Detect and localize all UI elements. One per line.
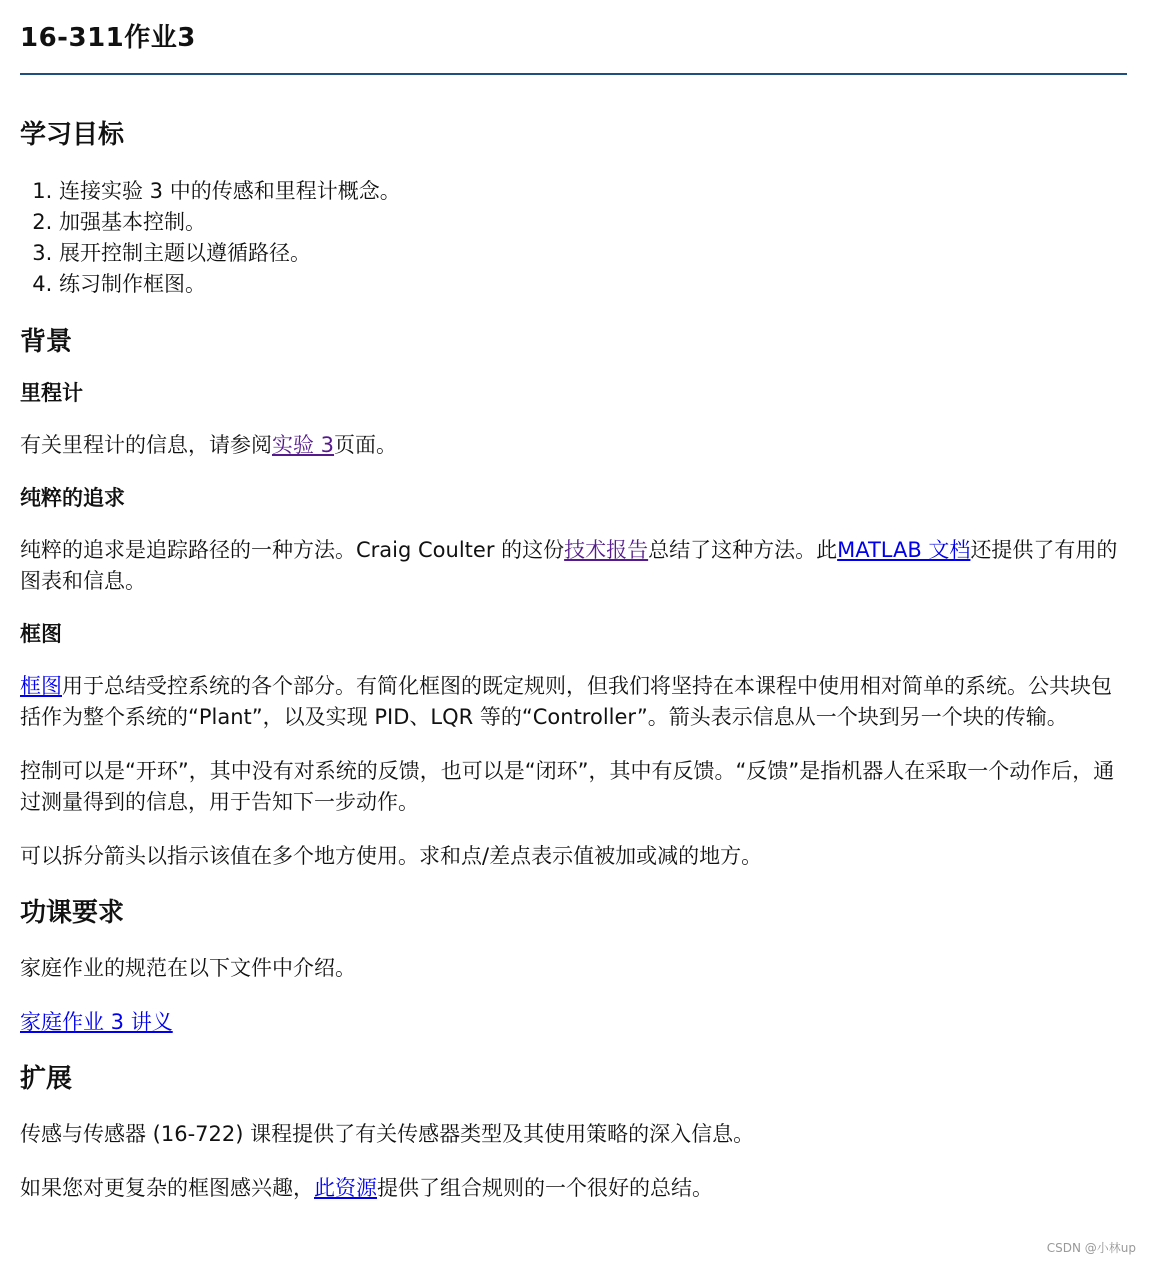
pursuit-paragraph	[20, 535, 1127, 597]
odometry-text-end: 页面。	[334, 433, 398, 457]
list-item: 1. 连接实验 3 中的传感和里程计概念。	[59, 176, 1127, 207]
control-paragraph: 控制可以是“开环”，其中没有对系统的反馈，也可以是“闭环”，其中有反馈。“反馈”是指机器人在采取一个动作后，通过测量得到的信息，用于告知下一步动作。	[20, 759, 1115, 814]
handout-link[interactable]: 家庭作业 3 讲义	[20, 1010, 173, 1034]
matlab-doc-link[interactable]: MATLAB 文档	[837, 538, 971, 562]
odometry-heading: 里程计	[20, 381, 83, 405]
watermark: CSDN @小林up	[1046, 1241, 1136, 1255]
list-item: 2. 加强基本控制。	[59, 207, 1127, 238]
odometry-paragraph	[20, 430, 1127, 461]
arrow-paragraph: 可以拆分箭头以指示该值在多个地方使用。求和点/差点表示值被加或减的地方。	[20, 844, 763, 868]
objectives-heading: 学习目标	[20, 120, 125, 150]
block-diagram-link[interactable]: 框图	[20, 674, 62, 698]
page-title: 16-311作业3	[20, 23, 196, 53]
pursuit-text: 纯粹的追求是追踪路径的一种方法。Craig Coulter 的这份	[20, 538, 565, 562]
requirements-paragraph: 家庭作业的规范在以下文件中介绍。	[20, 956, 356, 980]
extension-paragraph: 传感与传感器 (16-722) 课程提供了有关传感器类型及其使用策略的深入信息。	[20, 1122, 755, 1146]
title-divider	[20, 73, 1127, 75]
list-item: 3. 展开控制主题以遵循路径。	[59, 238, 1127, 269]
lab3-link[interactable]: 实验 3	[272, 433, 335, 457]
list-item: 4. 练习制作框图。	[59, 269, 1127, 300]
handout-paragraph	[20, 1007, 1127, 1038]
requirements-heading: 功课要求	[20, 898, 125, 928]
pursuit-text-mid: 总结了这种方法。此	[648, 538, 838, 562]
pursuit-text-end: 还提供了有用的图表和信息。	[20, 538, 1118, 593]
block-diagram-heading: 框图	[20, 622, 62, 646]
block-diagram-text: 用于总结受控系统的各个部分。有简化框图的既定规则，但我们将坚持在本课程中使用相对简单的系统。公共块包括作为整个系统的“Plant”，以及实现 PID、LQR 等的“Controller”。箭头表示信息从一个块到另一个块的传输。	[20, 674, 1112, 729]
resource-text-end: 提供了组合规则的一个很好的总结。	[377, 1176, 713, 1200]
resource-link[interactable]: 此资源	[314, 1176, 377, 1200]
objectives-list	[20, 176, 1127, 300]
resource-paragraph	[20, 1173, 1127, 1204]
block-diagram-paragraph	[20, 671, 1127, 733]
document	[20, 0, 1127, 1204]
background-heading: 背景	[20, 327, 73, 357]
pursuit-heading: 纯粹的追求	[20, 486, 125, 510]
resource-text: 如果您对更复杂的框图感兴趣，	[20, 1176, 314, 1200]
odometry-text: 有关里程计的信息，请参阅	[20, 433, 272, 457]
tech-report-link[interactable]: 技术报告	[564, 538, 649, 562]
extension-heading: 扩展	[20, 1064, 73, 1094]
